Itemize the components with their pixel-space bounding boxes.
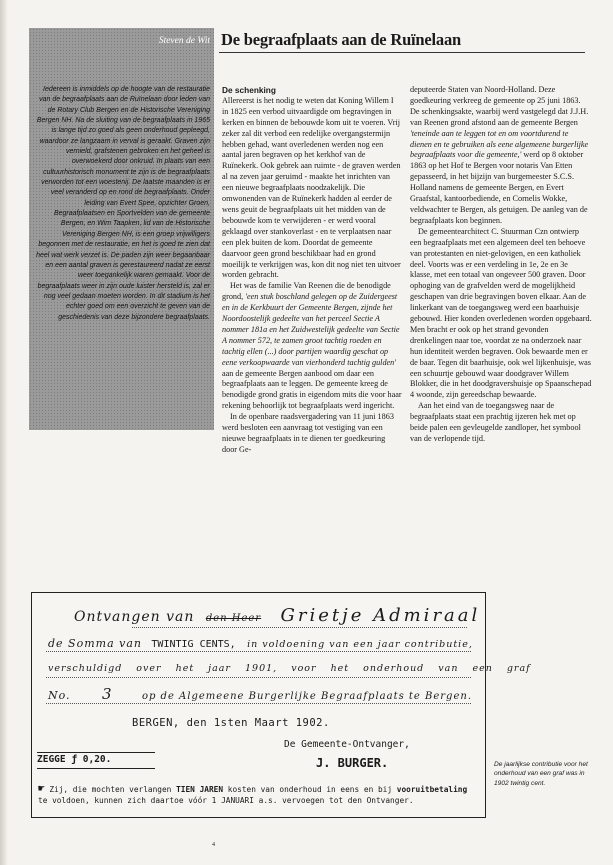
ontvangen-label: Ontvangen van xyxy=(74,609,195,625)
ontvanger-title: De Gemeente-Ontvanger, xyxy=(284,739,410,750)
footer-bold: vooruitbetaling xyxy=(396,785,468,794)
verschuldigd-text: verschuldigd over het jaar 1901, voor het onderhoud van een graf xyxy=(48,663,531,674)
zegge-amount: ZEGGE ƒ 0,20. xyxy=(37,752,155,769)
receipt-date: BERGEN, den 1sten Maart 1902. xyxy=(132,717,330,729)
receipt-footer xyxy=(38,783,478,806)
column-1 xyxy=(222,85,402,456)
page-number: 4 xyxy=(212,842,215,848)
dotted-line xyxy=(132,627,467,628)
quote: 'een stuk boschland gelegen op de Zuidergeest en in de Kerkbuurt der Gemeente Bergen, zijnde het Noordoostelijk gedeelte van het perceel Sectie A nommer 181a en het Zuidwestelijk gedeelte van Sectie A nommer 572, te zamen groot tachtig roeden en tachtig ellen (...) door partijen waardig geschat op eene verkoopwaarde van vierhonderd tachtig gulden' xyxy=(222,292,400,367)
footer-text: te voldoen, kunnen zich daartoe vóór 1 JANUARI a.s. vervoegen tot den Ontvanger. xyxy=(38,796,414,805)
grave-number: 3 xyxy=(101,685,115,703)
paragraph: Allereerst is het nodig te weten dat Koning Willem I in 1825 een verbod uitvaardigde om begravingen in kerken en binnen de bebouwde kom uit te voeren. Vrij zeker zal dit verbod een redelijke overgangstermijn hebben gehad, want overledenen werden nog een aantal jaren begraven op het kerkhof van de Ruïnekerk. Ook gebrek aan ruimte - de graven werden al na zeven jaar geruimd - maakte het inrichten van een nieuwe begraafplaats noodzakelijk. Die omwonenden van de Ruïnekerk hadden al eerder de wens geuit de begraafplaats uit het midden van de bebouwde kom te verwijderen - er werd vooral geklaagd over stankoverlast - en te verplaatsen naar een plek buiten de kom. Doordat de gemeente daarvoor geen grond beschikbaar had en grond moeilijk te verkrijgen was, kon dit nog niet ten uitvoer worden gebracht. xyxy=(222,95,401,280)
column-2 xyxy=(410,85,592,445)
receipt-verschuldigd-row xyxy=(44,663,531,674)
paragraph xyxy=(410,85,592,227)
ontvanger-name: J. BURGER. xyxy=(316,756,389,770)
text: aan de gemeente Bergen aanbood om daar een begraafplaats aan te leggen. De gemeente kreeg de benodigde grond gratis in eigendom mits die voor haar rekening behoorlijk tot begraafplaats werd ingericht. xyxy=(222,368,402,411)
paragraph xyxy=(222,281,402,412)
paragraph: Aan het eind van de toegangsweg naar de begraafplaats staat een prachtig ijzeren hek met op beide palen een gevleugelde zandloper, het symbool van de verlopende tijd. xyxy=(410,401,581,443)
intro-text xyxy=(34,85,210,323)
somma-label: de Somma van xyxy=(48,637,142,650)
dotted-line xyxy=(46,677,471,678)
handwritten-name: Grietje Admiraal xyxy=(280,605,481,626)
dotted-line xyxy=(46,651,471,652)
intro-paragraph: Iedereen is inmiddels op de hoogte van de restauratie van de begraafplaats aan de Ruïnelaan door leden van de Rotary Club Bergen en de Historische Vereniging Bergen NH. Na de sluiting van de begraafplaats in 1965 is lange tijd zo goed als geen onderhoud gepleegd, waardoor ze langzaam in verval is geraakt. Graven zijn vernield, grafstenen gebroken en het geheel is overwoekerd door onkruid. In plaats van een cultuurhistorisch monument te zijn is de begraafplaats verworden tot een woestenij. De laatste maanden is er veel veranderd op en rond de begraafplaats. Onder leiding van Evert Spee, opzichter Groen, Begraafplaatsen en Sportvelden van de gemeente Bergen, en Wim Taapken, lid van de Historische Vereniging Bergen NH, is een groep vrijwilligers begonnen met de restauratie, en het is goed te zien dat heel wat werk verzet is. De paden zijn weer begaanbaar en een aantal graven is gerestaureerd nadat ze eerst weer toegankelijk waren gemaakt. Voor de begraafplaats weer in zijn oude luister hersteld is, zal er nog veel gedaan moeten worden. In dit stadium is het echter goed om een overzicht te geven van de geschiedenis van deze bijzondere begraafplaats. xyxy=(36,86,210,321)
paragraph: De gemeentearchitect C. Stuurman Czn ontwierp een begraafplaats met een algemeen deel ten behoeve van protestanten en niet-gelovigen, en een katholiek deel. Voorts was er een verdeling in 1e, 2e en 3e klasse, met een totaal van ongeveer 500 graven. Door ophoging van de grafvelden werd de mogelijkheid geschapen van drie begravingen boven elkaar. Aan de linkerkant van de toegangsweg werd een baarhuisje gebouwd. Hier konden overledenen worden opgebaard. Men bracht er ook op het strand gevonden drenkelingen naar toe, voordat ze na onderzoek naar hun identiteit werden begraven. Ook bewaarde men er de baar. Tegen dit baarhuisje, ook wel lijkenhuisje, was een schuurtje gebouwd waar doodgraver Willem Blokker, die in het doodgravershuisje op Spaanschepad 4 woonde, zijn gereedschap bewaarde. xyxy=(410,226,592,400)
struck-title: den Heer xyxy=(205,613,262,624)
image-caption: De jaarlijkse contributie voor het onderhoud van een graf was in 1902 twintig cent. xyxy=(494,761,588,787)
author-name: Steven de Wit xyxy=(158,36,210,46)
receipt-somma-row xyxy=(44,637,473,650)
paragraph: In de openbare raadsvergadering van 11 juni 1863 werd besloten een aanvraag tot vestiging van een nieuwe begraafplaats in te dienen ter goedkeuring door Ge- xyxy=(222,412,394,454)
receipt-ontvangen-row xyxy=(44,605,480,626)
footer-text: kosten van onderhoud in eens en bij xyxy=(227,785,393,794)
title-rule xyxy=(219,52,585,53)
text: deputeerde Staten van Noord-Holland. Deze goedkeuring verkreeg de gemeente op 25 juni 1863. De schenkingsakte, waarbij werd vastgelegd dat J.J.H. van Reenen grond afstond aan de gemeente Bergen xyxy=(410,85,589,127)
somma-suffix: in voldoening van een jaar contributie, xyxy=(247,639,473,650)
no-label: No. xyxy=(48,689,71,702)
section-heading: De schenking xyxy=(222,85,276,95)
footer-bold: TIEN JAREN xyxy=(176,785,224,794)
footer-text: Zij, die mochten verlangen xyxy=(49,785,172,794)
page-edge xyxy=(0,0,8,865)
location-text: op de Algemeene Burgerlijke Begraafplaats te Bergen. xyxy=(141,691,472,702)
receipt-grave-row xyxy=(44,685,472,703)
text: werd op 8 oktober 1863 op het Hof te Bergen voor notaris Van Etten gepasseerd, in het bijzijn van burgemeester S.C.S. Holland namens de gemeente Bergen, en Evert Graafstal, kantoorbediende, en Cornelis Wokke, veldwachter te Bergen, als getuigen. De aanleg van de begraafplaats kon beginnen. xyxy=(410,150,588,225)
receipt xyxy=(31,592,531,818)
text: Het was de familie Van Reenen die de benodigde grond, xyxy=(222,281,391,302)
quote: 'teneinde aan te leggen tot en om voortdurend te dienen en te gebruiken als eene algemeene burgerlijke begraafplaats voor die gemeente,' xyxy=(410,128,589,160)
article-title: De begraafplaats aan de Ruïnelaan xyxy=(221,30,461,49)
dotted-line xyxy=(46,703,471,704)
pointing-hand-icon: ☛ xyxy=(38,782,45,795)
somma-amount: TWINTIG CENTS, xyxy=(151,639,236,650)
